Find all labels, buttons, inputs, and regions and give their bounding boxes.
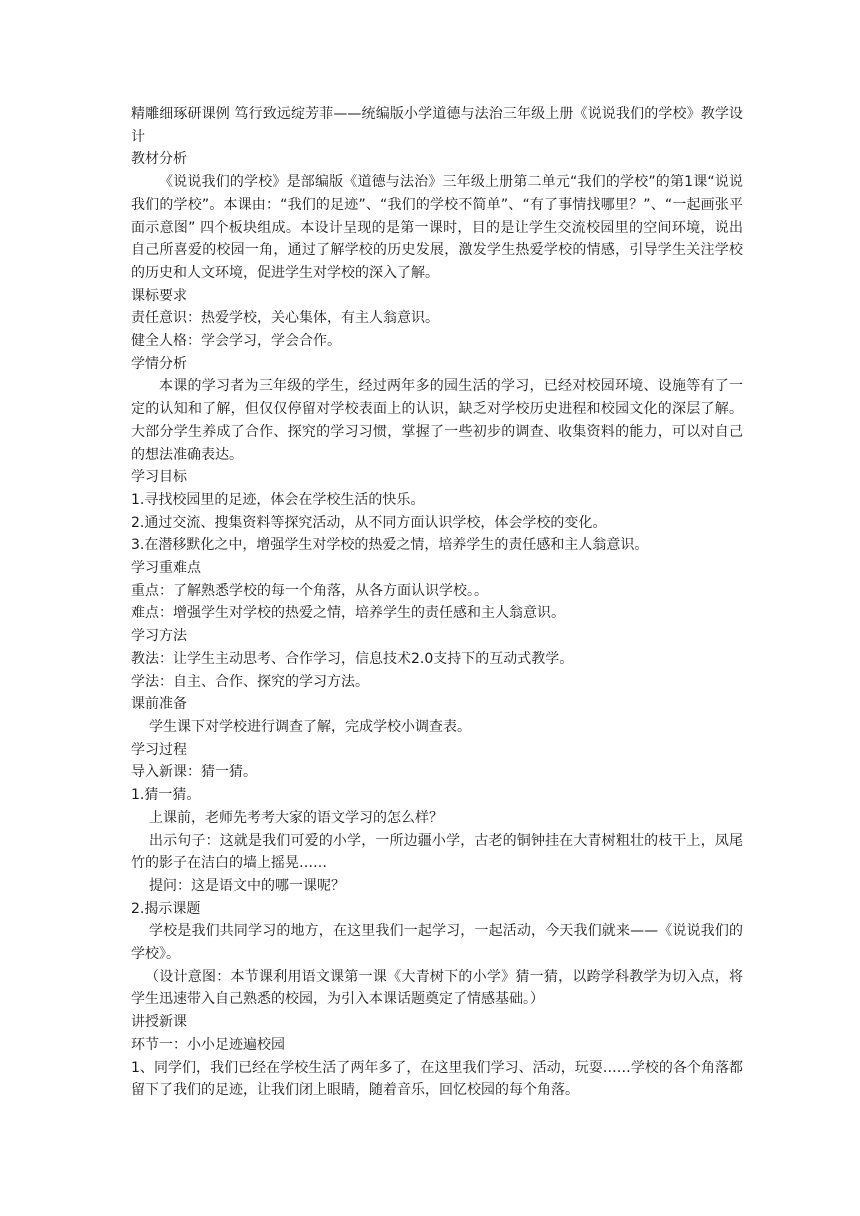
heading-textbook-analysis: 教材分析 (131, 151, 187, 168)
design-intent-note: （设计意图：本节课利用语文课第一课《大青树下的小学》猜一猜，以跨学科教学为切入点，将学生迅速带入自己熟悉的校园，为引入本课话题奠定了情感基础。） (131, 968, 743, 1008)
method-item: 教法：让学生主动思考、合作学习，信息技术2.0支持下的互动式教学。 (131, 650, 574, 667)
heading-learner-analysis: 学情分析 (131, 355, 187, 372)
process-paragraph: 上课前，老师先考考大家的语文学习的怎么样？ (149, 809, 443, 826)
heading-objectives: 学习目标 (131, 469, 187, 486)
curriculum-item: 责任意识：热爱学校，关心集体，有主人翁意识。 (131, 310, 439, 327)
heading-key-points: 学习重难点 (131, 560, 201, 577)
objective-item: 2.通过交流、搜集资料等探究活动，从不同方面认识学校，体会学校的变化。 (131, 514, 607, 531)
heading-curriculum-requirements: 课标要求 (131, 287, 187, 304)
lesson-paragraph: 1、同学们，我们已经在学校生活了两年多了，在这里我们学习、活动，玩耍……学校的各个角落都留下了我们的足迹，让我们闭上眼睛，随着音乐，回忆校园的每个角落。 (131, 1059, 743, 1099)
process-paragraph: 提问：这是语文中的哪一课呢？ (149, 877, 345, 894)
heading-methods: 学习方法 (131, 628, 187, 645)
heading-new-lesson: 讲授新课 (131, 1014, 187, 1031)
process-paragraph: 学校是我们共同学习的地方，在这里我们一起学习，一起活动，今天我们就来——《说说我们的学校》。 (131, 923, 743, 963)
heading-process: 学习过程 (131, 741, 187, 758)
paragraph-learner-analysis: 本课的学习者为三年级的学生，经过两年多的园生活的学习，已经对校园环境、设施等有了一定的认知和了解，但仅仅停留对学校表面上的认识，缺乏对学校历史进程和校园文化的深层了解。大部分学生养成了合作、探究的学习习惯，掌握了一些初步的调查、收集资料的能力，可以对自己的想法准确表达。 (131, 378, 743, 463)
process-intro: 导入新课：猜一猜。 (131, 764, 257, 781)
method-item: 学法：自主、合作、探究的学习方法。 (131, 673, 369, 690)
paragraph-preparation: 学生课下对学校进行调查了解，完成学校小调查表。 (149, 718, 471, 735)
curriculum-item: 健全人格：学会学习，学会合作。 (131, 333, 341, 350)
process-step-1: 1.猜一猜。 (131, 787, 201, 804)
paragraph-textbook-analysis: 《说说我们的学校》是部编版《道德与法治》三年级上册第二单元“我们的学校”的第1课“说说我们的学校”。本课由：“我们的足迹”、“我们的学校不简单”、“有了事情找哪里？”、“一起画张平面示意图” 四个板块组成。本设计呈现的是第一课时，目的是让学生交流校园里的空间环境，说出自己所喜爱的校园一角，通过了解学校的历史发展，激发学生热爱学校的情感，引导学生关注学校的历史和人文环境，促进学生对学校的深入了解。 (131, 174, 743, 281)
key-point-item: 重点：了解熟悉学校的每一个角落，从各方面认识学校。。 (131, 582, 488, 599)
document-title: 精雕细琢研课例 笃行致远绽芳菲——统编版小学道德与法治三年级上册《说说我们的学校》教学设计 (131, 106, 743, 145)
process-step-2: 2.揭示课题 (131, 900, 201, 917)
heading-preparation: 课前准备 (131, 696, 187, 713)
key-point-item: 难点：增强学生对学校的热爱之情，培养学生的责任感和主人翁意识。 (131, 605, 565, 622)
lesson-link-title: 环节一：小小足迹遍校园 (131, 1036, 285, 1053)
objective-item: 3.在潜移默化之中，增强学生对学校的热爱之情，培养学生的责任感和主人翁意识。 (131, 537, 649, 554)
process-paragraph: 出示句子：这就是我们可爱的小学，一所边疆小学，古老的铜钟挂在大青树粗壮的枝干上，凤尾竹的影子在洁白的墙上摇晃…… (131, 832, 743, 872)
objective-item: 1.寻找校园里的足迹，体会在学校生活的快乐。 (131, 491, 425, 508)
document-content (131, 103, 743, 1102)
